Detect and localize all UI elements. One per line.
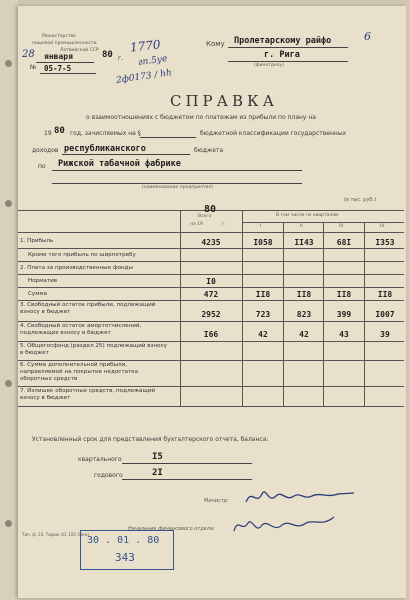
row-label: 1. Прибыль: [20, 238, 54, 244]
head-total-year-suffix: г.: [222, 222, 226, 227]
quarter-3: III: [339, 224, 343, 229]
binder-hole: [5, 200, 12, 207]
row-total: I0: [206, 277, 216, 286]
enterprise-name: Рижской табачной фабрике: [58, 159, 181, 169]
printer-note: Тип. ф. 10. Тираж 10. 100 Заказ: [22, 532, 90, 537]
row-label: Кроме того прибыль по ширпотребу: [28, 252, 136, 258]
head-total: Всего: [198, 214, 212, 219]
row-q2: 823: [296, 310, 312, 319]
row-total: I66: [203, 330, 219, 339]
row-total: 4235: [201, 238, 221, 247]
intro-line-3a: доходов: [32, 147, 59, 154]
annual-label: годового: [94, 472, 123, 479]
handwritten-note-b: 2ф0173 / hh: [115, 68, 173, 86]
head-total-year: 80: [204, 204, 217, 215]
date-year: 80: [102, 50, 113, 60]
to-label: Кому: [206, 40, 225, 48]
ministry-line-2: пищевой промышленности: [32, 41, 97, 46]
handwritten-note-a: гп.5уе: [137, 53, 169, 69]
reference-number: 05-7-5: [44, 64, 72, 73]
minister-label: Министр:: [204, 498, 229, 504]
head-total-year-prefix: на 19: [190, 222, 203, 227]
binder-hole: [5, 380, 12, 387]
payments-table: [18, 204, 404, 430]
quarterly-value: I5: [152, 452, 163, 462]
row-q3: 68I: [336, 238, 352, 247]
row-label: 3. Свободный остаток прибыли, подлежащий взносу в бюджет: [20, 302, 156, 315]
ministry-line-3: Латвийской ССР: [60, 48, 99, 53]
row-q3: 43: [339, 330, 349, 339]
binder-strip: [0, 0, 18, 600]
received-stamp: [80, 530, 174, 570]
handwritten-reference: 1770: [129, 37, 162, 55]
ministry-line-1: Министерство: [42, 34, 76, 39]
budget-name: республиканского: [64, 144, 146, 154]
intro-year-prefix: 19: [44, 130, 52, 137]
quarter-2: II: [300, 224, 303, 229]
row-q4: I007: [375, 310, 395, 319]
row-q4: 39: [380, 330, 390, 339]
annual-value: 2I: [152, 468, 163, 478]
row-q2: 42: [299, 330, 309, 339]
stamp-date: 30 . 01 . 80: [87, 535, 160, 546]
date-day: 28: [22, 49, 35, 60]
binder-hole: [5, 520, 12, 527]
row-q1: II8: [255, 290, 271, 299]
intro-line-3b: бюджета: [194, 147, 224, 154]
units-note: (в тыс. руб.): [344, 197, 377, 203]
page-number: 6: [364, 30, 371, 43]
row-q2: II8: [296, 290, 312, 299]
intro-line-2b: бюджетной классификации государственных: [200, 130, 347, 137]
row-q3: 399: [336, 310, 352, 319]
intro-line-1: о взаимоотношениях с бюджетом по платежам из прибыли по плану на: [86, 114, 316, 121]
binder-hole: [5, 60, 12, 67]
row-q1: I058: [253, 238, 273, 247]
intro-year-value: 80: [54, 126, 65, 136]
minister-signature: [242, 484, 362, 510]
row-q1: 42: [258, 330, 268, 339]
row-label: 2. Плата за производственные фонды: [20, 265, 133, 271]
row-label: 5. Общегосфонд (раздел 25) подлежащий взносу в бюджет: [20, 343, 167, 356]
row-label: Сумма: [28, 291, 48, 297]
year-suffix: г.: [118, 55, 124, 62]
deadline-intro: Установленный срок для представления бухгалтерского отчета, баланса:: [32, 436, 269, 443]
row-q4: II8: [377, 290, 393, 299]
stamp-number: 343: [115, 551, 135, 564]
row-q2: II43: [294, 238, 314, 247]
row-label: Норматив: [28, 278, 58, 284]
recipient-name: Пролетарскому райфо: [234, 36, 332, 46]
recipient-city: г. Рига: [264, 50, 300, 60]
number-sign: №: [30, 64, 37, 71]
row-label: 6. Сумма дополнительной прибыли, направляемой на покрытие недостатка оборотных средств: [20, 362, 139, 382]
finance-head-label: Начальник финансового отдела:: [128, 526, 215, 532]
document-title: СПРАВКА: [170, 92, 279, 110]
quarter-1: I: [260, 224, 262, 229]
row-q3: II8: [336, 290, 352, 299]
head-quarters: В том числе по кварталам: [276, 213, 339, 218]
intro-line-2a: год, зачисляемых на §: [70, 130, 141, 137]
row-label: 4. Свободный остаток амортотчислений, подлежащих взносу в бюджет: [20, 323, 142, 336]
row-q1: 723: [255, 310, 271, 319]
recipient-caption: (финотделу): [254, 63, 285, 68]
quarterly-label: квартального: [78, 456, 122, 463]
row-label: 7. Излишек оборотных средств, подлежащий взносу в бюджет: [20, 388, 155, 401]
quarter-4: IV: [380, 224, 385, 229]
row-total: 472: [203, 290, 219, 299]
enterprise-caption: (наименование предприятия): [142, 185, 213, 190]
intro-line-4a: по: [38, 163, 46, 170]
date-month: января: [44, 52, 73, 61]
finance-head-signature: [230, 511, 340, 539]
document-page: [18, 6, 406, 598]
row-total: 2952: [201, 310, 221, 319]
row-q4: I353: [375, 238, 395, 247]
